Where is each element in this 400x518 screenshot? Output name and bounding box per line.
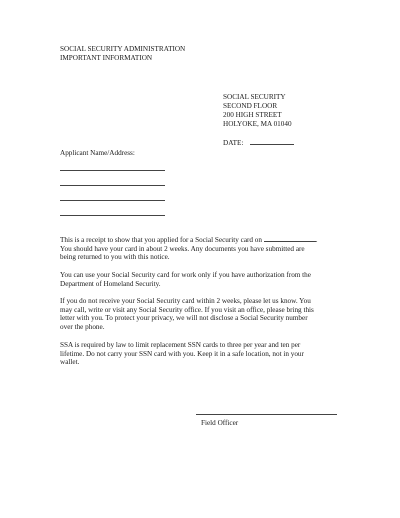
notice-subtitle: IMPORTANT INFORMATION	[60, 54, 153, 62]
date-label: DATE:	[223, 139, 244, 147]
signature-line	[196, 414, 337, 415]
date-blank	[250, 144, 294, 145]
card-not-received-paragraph: If you do not receive your Social Security card within 2 weeks, please let us know. You may call, write or visit any Social Security office. If you visit an office, please bring this letter with you. To protect your privacy, we will not disclose a Social Security number over the phone.	[60, 297, 314, 331]
applicant-label: Applicant Name/Address:	[60, 149, 135, 157]
agency-title: SOCIAL SECURITY ADMINISTRATION	[60, 45, 186, 53]
applicant-address-line-1	[60, 170, 165, 171]
receipt-paragraph: This is a receipt to show that you applied for a Social Security card on . You should have your card in about 2 weeks. Any documents you have submitted are being returned to you with this notice.	[60, 236, 318, 262]
field-officer-label: Field Officer	[201, 419, 239, 427]
work-authorization-paragraph: You can use your Social Security card for work only if you have authorization from the Department of Homeland Security.	[60, 271, 311, 288]
date-field	[223, 139, 294, 148]
applicant-address-line-3	[60, 200, 165, 201]
address-line-1: SOCIAL SECURITY	[223, 93, 286, 101]
address-line-2: SECOND FLOOR	[223, 102, 278, 110]
address-line-4: HOLYOKE, MA 01040	[223, 120, 292, 128]
application-date-blank	[264, 241, 316, 242]
replacement-limit-paragraph: SSA is required by law to limit replacement SSN cards to three per year and ten per lifetime. Do not carry your SSN card with you. Keep it in a safe location, not in your wallet.	[60, 341, 304, 367]
applicant-address-line-4	[60, 215, 165, 216]
address-line-3: 200 HIGH STREET	[223, 111, 282, 119]
applicant-address-line-2	[60, 185, 165, 186]
